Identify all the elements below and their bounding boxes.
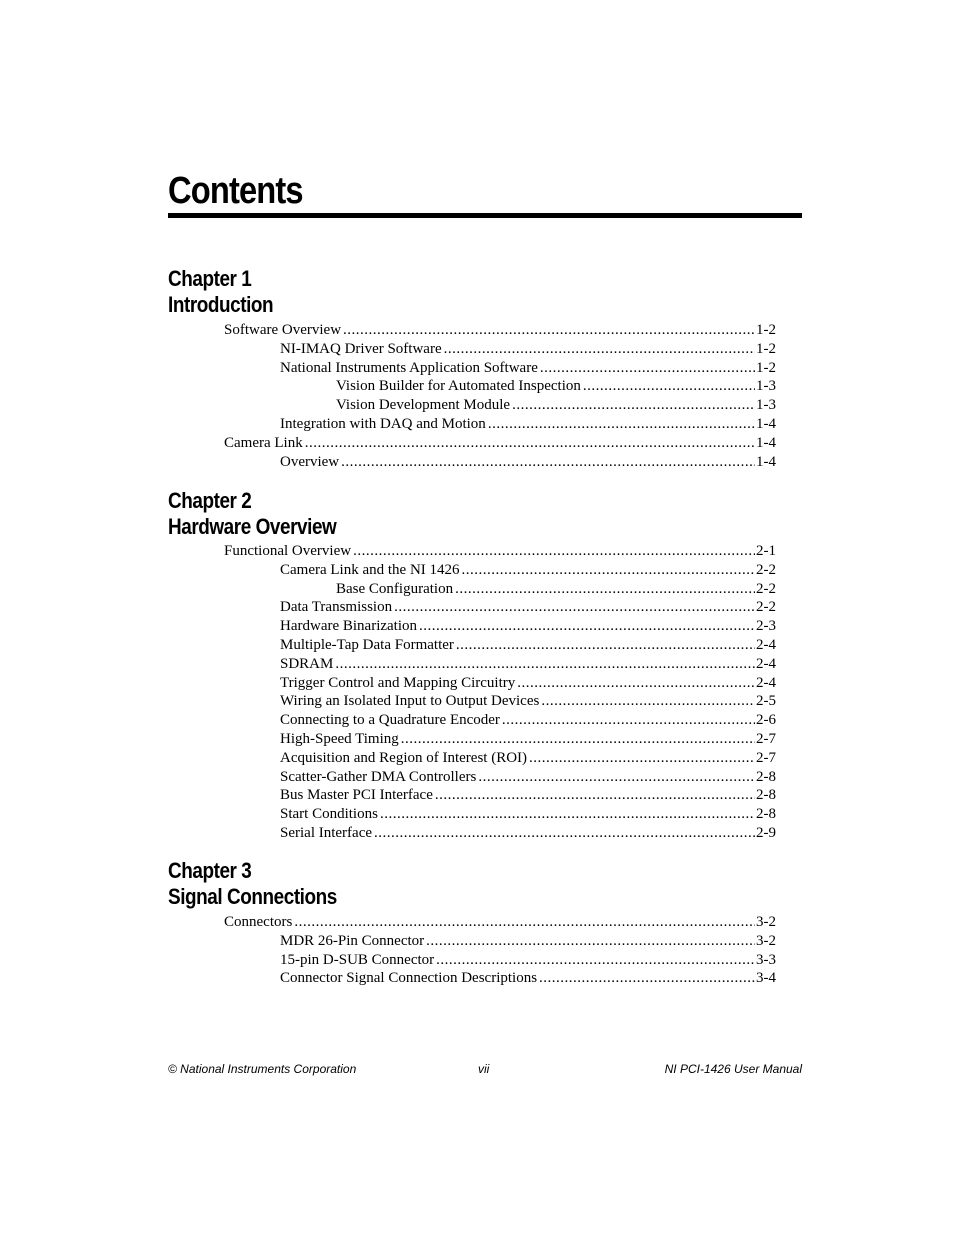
toc-entry[interactable] <box>224 913 776 932</box>
toc-entry-page: 2-3 <box>756 618 776 635</box>
dot-leader <box>529 749 755 768</box>
toc-entry-page: 3-2 <box>756 932 776 949</box>
toc-entry[interactable] <box>280 655 776 674</box>
dot-leader <box>541 692 755 711</box>
toc-entry[interactable] <box>336 396 776 415</box>
toc-entry-page: 1-2 <box>756 340 776 357</box>
toc-entry[interactable] <box>280 692 776 711</box>
toc-entry-page: 1-4 <box>756 434 776 451</box>
dot-leader <box>517 674 755 693</box>
toc-entry-label: Bus Master PCI Interface <box>280 787 433 804</box>
toc-entry-page: 2-2 <box>756 580 776 597</box>
dot-leader <box>455 580 755 599</box>
dot-leader <box>444 340 755 359</box>
toc-entry-label: Connectors <box>224 914 293 930</box>
footer-manual-title: NI PCI-1426 User Manual <box>664 1062 802 1076</box>
chapter-name: Introduction <box>168 292 274 317</box>
toc-entry-page: 1-2 <box>756 359 776 376</box>
toc-entry-label: Overview <box>280 453 340 470</box>
toc-entry-page: 2-2 <box>756 599 776 616</box>
toc-entry-label: Connector Signal Connection Descriptions <box>280 970 538 987</box>
toc-entry-page: 2-6 <box>756 712 776 729</box>
toc-entry-page: 1-3 <box>756 378 776 395</box>
toc-entry[interactable] <box>280 768 776 787</box>
toc-entry-page: 2-5 <box>756 693 776 710</box>
toc-entry-page: 3-3 <box>756 951 776 968</box>
toc-entry-page: 1-3 <box>756 397 776 414</box>
footer-copyright: © National Instruments Corporation <box>168 1062 357 1076</box>
toc-entry[interactable] <box>280 415 776 434</box>
toc-entry-label: Connecting to a Quadrature Encoder <box>280 712 500 729</box>
toc-entry-page: 2-4 <box>756 637 776 653</box>
toc-entry-page: 3-4 <box>756 970 776 987</box>
dot-leader <box>435 786 755 805</box>
toc-entry-label: Software Overview <box>224 322 342 338</box>
dot-leader <box>436 951 755 970</box>
toc-entry-label: Acquisition and Region of Interest (ROI) <box>280 749 528 766</box>
toc-entry[interactable] <box>280 711 776 730</box>
toc-entry-label: MDR 26-Pin Connector <box>280 932 425 949</box>
title-rule <box>168 213 802 218</box>
dot-leader <box>380 805 755 824</box>
dot-leader <box>419 617 755 636</box>
toc-entry-label: Functional Overview <box>224 543 352 559</box>
toc-entry-page: 2-1 <box>756 543 776 559</box>
chapter-number: Chapter 3 <box>168 858 252 883</box>
toc-entry[interactable] <box>280 951 776 970</box>
toc-entry-label: Start Conditions <box>280 806 378 823</box>
toc-entry-page: 2-8 <box>756 768 776 785</box>
toc-entry[interactable] <box>280 932 776 951</box>
chapter-name: Signal Connections <box>168 884 337 909</box>
toc-entry-page: 2-8 <box>756 806 776 823</box>
toc-entry-label: Integration with DAQ and Motion <box>280 416 486 432</box>
toc-entry-label: Base Configuration <box>336 580 454 597</box>
toc-entry-label: Scatter-Gather DMA Controllers <box>280 768 477 785</box>
toc-entry[interactable] <box>336 377 776 396</box>
dot-leader <box>540 359 755 378</box>
toc-entry[interactable] <box>280 749 776 768</box>
dot-leader <box>456 636 755 655</box>
toc-entry-page: 2-9 <box>756 825 776 841</box>
toc-entry-page: 3-2 <box>756 914 776 930</box>
dot-leader <box>343 321 755 340</box>
chapter-number: Chapter 2 <box>168 488 252 513</box>
toc-entry-label: Trigger Control and Mapping Circuitry <box>280 674 516 691</box>
dot-leader <box>583 377 755 396</box>
toc-entry-label: 15-pin D-SUB Connector <box>280 951 435 968</box>
toc-entry-label: Camera Link <box>224 434 303 451</box>
toc-entry[interactable] <box>280 617 776 636</box>
toc-entry[interactable] <box>280 674 776 693</box>
dot-leader <box>539 969 755 988</box>
dot-leader <box>305 434 755 453</box>
chapter-heading-1 <box>168 266 273 318</box>
toc-entry-label: Hardware Binarization <box>280 618 418 635</box>
page-footer <box>168 1062 802 1078</box>
toc-entry-page: 2-7 <box>756 731 776 747</box>
dot-leader <box>462 561 755 580</box>
chapter-heading-2 <box>168 488 336 540</box>
toc-entry[interactable] <box>280 786 776 805</box>
dot-leader <box>341 453 755 472</box>
dot-leader <box>401 730 755 749</box>
toc-entry[interactable] <box>224 321 776 340</box>
toc-entry[interactable] <box>280 598 776 617</box>
toc-entry[interactable] <box>280 824 776 843</box>
dot-leader <box>374 824 755 843</box>
toc-entry[interactable] <box>280 561 776 580</box>
toc-entry-page: 2-2 <box>756 561 776 578</box>
toc-entry[interactable] <box>280 453 776 472</box>
toc-entry[interactable] <box>280 805 776 824</box>
toc-entry-page: 2-8 <box>756 787 776 804</box>
toc-entry-page: 1-2 <box>756 322 776 338</box>
toc-entry-label: Vision Development Module <box>336 397 511 414</box>
chapter-name: Hardware Overview <box>168 514 337 539</box>
dot-leader <box>502 711 755 730</box>
footer-page-number: vii <box>478 1062 490 1076</box>
toc-entry-label: High-Speed Timing <box>280 731 399 747</box>
page-title: Contents <box>168 170 303 212</box>
toc-entry-label: Serial Interface <box>280 825 373 841</box>
toc-entry[interactable] <box>280 340 776 359</box>
chapter-heading-3 <box>168 858 337 910</box>
toc-entry-label: National Instruments Application Software <box>280 359 538 376</box>
toc-entry-label: NI-IMAQ Driver Software <box>280 340 442 357</box>
toc-entry[interactable] <box>280 969 776 988</box>
toc-entry-page: 1-4 <box>756 416 776 432</box>
dot-leader <box>488 415 755 434</box>
toc-entry-page: 1-4 <box>756 453 776 470</box>
dot-leader <box>294 913 755 932</box>
toc-entry[interactable] <box>280 730 776 749</box>
toc-entry-label: Data Transmission <box>280 599 393 616</box>
dot-leader <box>512 396 755 415</box>
toc-entry[interactable] <box>224 542 776 561</box>
toc-entry-label: Camera Link and the NI 1426 <box>280 561 460 578</box>
toc-entry-label: SDRAM <box>280 655 334 672</box>
toc-entry-label: Vision Builder for Automated Inspection <box>336 378 581 395</box>
toc-entry[interactable] <box>280 636 776 655</box>
toc-entry-page: 2-4 <box>756 655 776 672</box>
toc-entry-label: Wiring an Isolated Input to Output Devices <box>280 693 540 710</box>
toc-entry-page: 2-4 <box>756 674 776 691</box>
toc-entry-page: 2-7 <box>756 749 776 766</box>
dot-leader <box>478 768 755 787</box>
toc-entry[interactable] <box>224 434 776 453</box>
dot-leader <box>426 932 755 951</box>
dot-leader <box>353 542 755 561</box>
dot-leader <box>335 655 755 674</box>
toc-entry-label: Multiple-Tap Data Formatter <box>280 637 454 653</box>
dot-leader <box>394 598 755 617</box>
toc-entry[interactable] <box>336 580 776 599</box>
chapter-number: Chapter 1 <box>168 266 252 291</box>
toc-entry[interactable] <box>280 359 776 378</box>
